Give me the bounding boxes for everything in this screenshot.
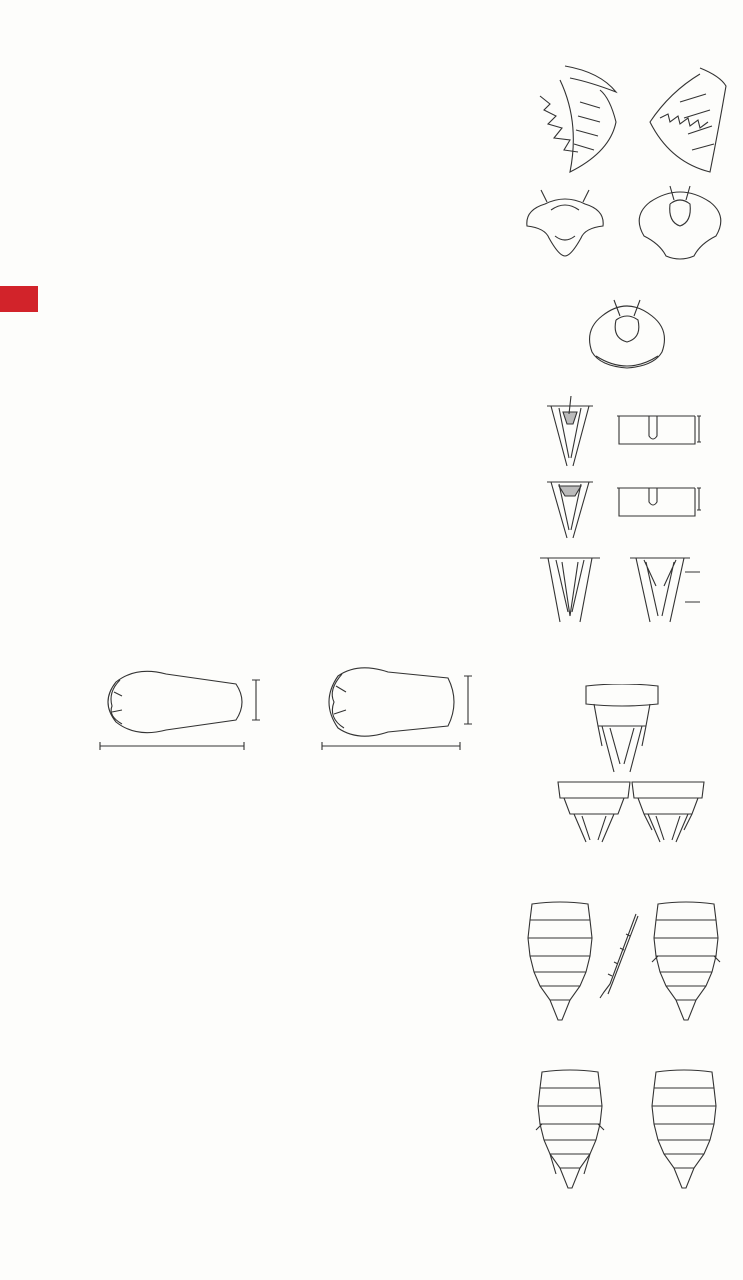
figure-32b-drawing [648,1068,720,1190]
figure-29b-drawing [556,780,632,844]
figure-30c-drawing [650,900,722,1022]
figure-32a-drawing [534,1068,606,1190]
couplet-body [87,62,502,79]
figure-24a-drawing [515,186,615,266]
figure-26b-drawing [615,414,715,448]
group-result-line-2 [87,62,502,79]
figure-26d-drawing [615,486,715,520]
lead-goto-number [494,63,502,77]
figure-30b-drawing [596,912,642,1002]
key-couplet-23 [66,62,502,79]
figure-25a-drawing [582,294,672,378]
figure-29c-drawing [630,780,706,844]
figure-26c-drawing [545,478,595,540]
couplet-row [66,62,502,79]
figure-24b-drawing [630,182,730,266]
figure-28a-drawing [96,662,276,758]
figure-23b-drawing [640,62,740,180]
page-number-tab [0,286,38,312]
figure-26a-drawing [545,396,595,468]
figure-30a-drawing [524,900,596,1022]
figure-29a-drawing [584,684,660,774]
couplet-number [66,62,87,79]
figure-23a-drawing [530,62,620,180]
figure-27-drawing [540,556,700,628]
figure-28b-drawing [318,662,488,758]
